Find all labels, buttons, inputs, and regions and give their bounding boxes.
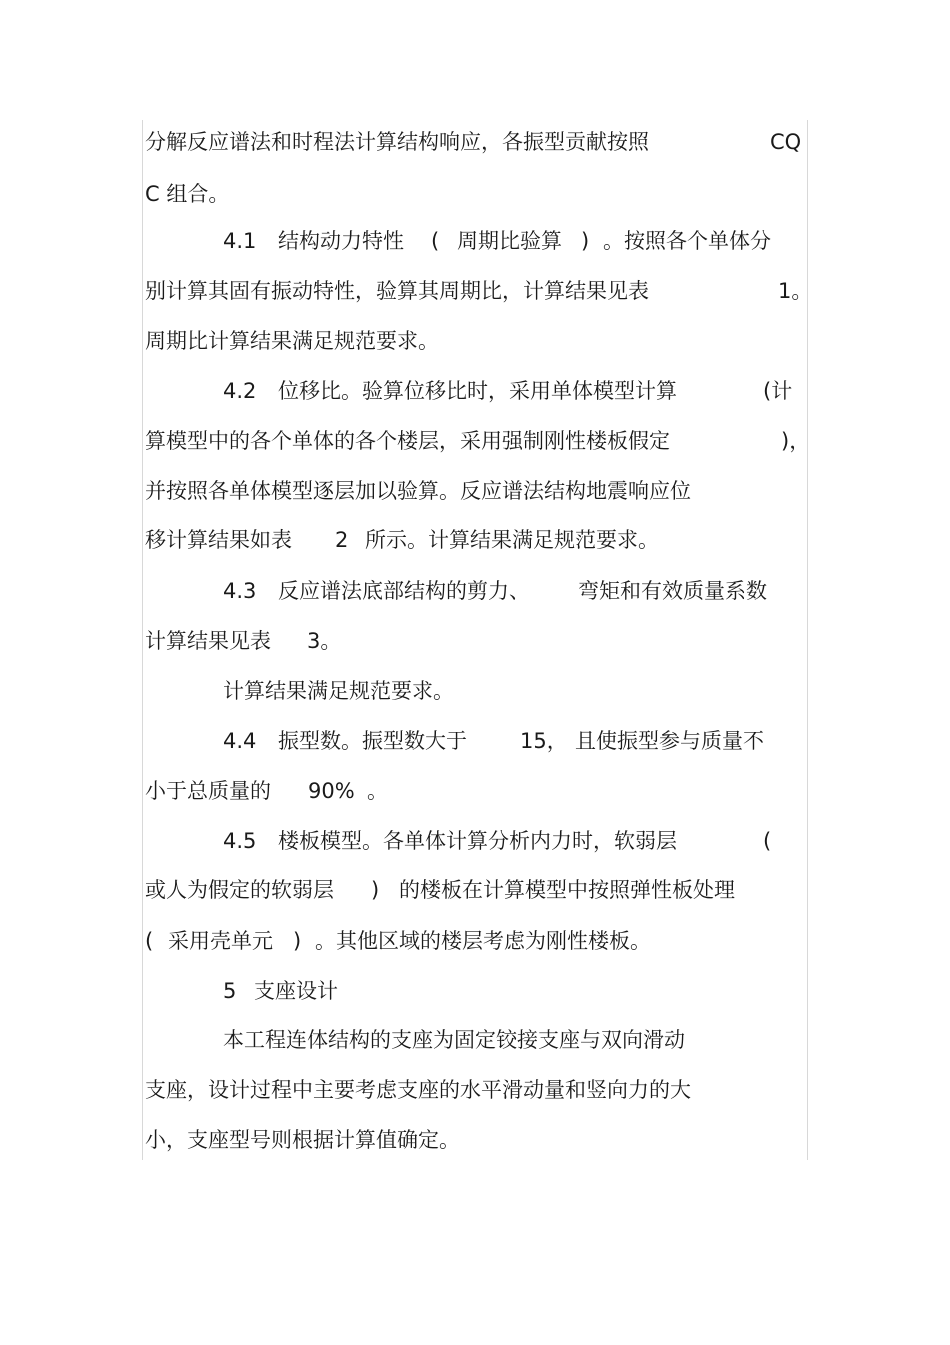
text-segment: 算模型中的各个单体的各个楼层，采用强制刚性楼板假定	[145, 429, 670, 453]
text-segment: 或人为假定的软弱层	[145, 878, 334, 902]
text-segment: 2	[335, 528, 349, 552]
text-line-4	[145, 274, 813, 308]
page-frame-left-rule	[142, 120, 143, 1160]
text-segment: 位移比。验算位移比时，采用单体模型计算	[278, 379, 677, 403]
section-heading: 支座设计	[254, 979, 338, 1003]
text-line-17	[145, 924, 805, 958]
text-line-21	[145, 1123, 805, 1157]
text-line-19	[145, 1023, 805, 1057]
text-segment: )	[293, 929, 302, 953]
text-segment: (	[145, 929, 154, 953]
text-segment: 并按照各单体模型逐层加以验算。反应谱法结构地震响应位	[145, 479, 691, 503]
text-line-2	[145, 177, 805, 211]
text-segment: 反应谱法底部结构的剪力、	[278, 579, 530, 603]
text-line-18	[145, 974, 805, 1008]
text-line-8	[145, 474, 805, 508]
text-segment: )	[581, 229, 590, 253]
text-segment: 3。	[307, 629, 342, 653]
text-segment: 采用壳单元	[168, 929, 273, 953]
text-segment: 小于总质量的	[145, 779, 271, 803]
text-segment: 计算结果满足规范要求。	[223, 679, 454, 703]
text-segment: 1。	[778, 279, 813, 303]
text-segment: 且使振型参与质量不	[575, 729, 764, 753]
text-segment: 振型数。振型数大于	[278, 729, 467, 753]
text-segment: 90%	[308, 779, 355, 803]
text-segment: 结构动力特性	[278, 229, 404, 253]
text-segment: 别计算其固有振动特性，验算其周期比，计算结果见表	[145, 279, 649, 303]
text-line-11	[145, 624, 805, 658]
section-number: 4.4	[223, 729, 257, 753]
text-line-1	[145, 125, 805, 159]
section-number: 4.1	[223, 229, 257, 253]
text-segment: (	[763, 829, 772, 853]
text-line-13	[145, 724, 805, 758]
section-number: 4.2	[223, 379, 257, 403]
text-segment: 本工程连体结构的支座为固定铰接支座与双向滑动	[223, 1028, 685, 1052]
section-number: 4.5	[223, 829, 257, 853]
text-line-7	[145, 424, 811, 458]
section-number: 4.3	[223, 579, 257, 603]
text-segment: 弯矩和有效质量系数	[578, 579, 767, 603]
text-line-3	[145, 224, 805, 258]
text-segment: 。其他区域的楼层考虑为刚性楼板。	[315, 929, 651, 953]
text-segment: 小，支座型号则根据计算值确定。	[145, 1128, 460, 1152]
text-segment: 。	[367, 779, 388, 803]
text-segment: (	[431, 229, 440, 253]
text-segment: 所示。计算结果满足规范要求。	[365, 528, 659, 552]
text-line-10	[145, 574, 805, 608]
text-segment: 周期比计算结果满足规范要求。	[145, 329, 439, 353]
text-segment: (计	[763, 379, 793, 403]
text-segment: 楼板模型。各单体计算分析内力时，软弱层	[278, 829, 677, 853]
text-segment: CQ	[770, 130, 802, 154]
text-line-9	[145, 523, 805, 557]
text-segment: 分解反应谱法和时程法计算结构响应，各振型贡献按照	[145, 130, 649, 154]
text-line-14	[145, 774, 805, 808]
text-line-16	[145, 873, 805, 907]
text-segment: C 组合。	[145, 182, 230, 206]
text-segment: 计算结果见表	[145, 629, 271, 653]
text-segment: 。按照各个单体分	[603, 229, 771, 253]
text-line-6	[145, 374, 805, 408]
text-segment: )	[371, 878, 380, 902]
text-line-5	[145, 324, 805, 358]
text-segment: )，	[781, 429, 811, 453]
text-segment: 的楼板在计算模型中按照弹性板处理	[399, 878, 735, 902]
text-segment: 15，	[520, 729, 568, 753]
text-segment: 周期比验算	[457, 229, 562, 253]
text-line-20	[145, 1073, 805, 1107]
section-number: 5	[223, 979, 237, 1003]
text-segment: 支座，设计过程中主要考虑支座的水平滑动量和竖向力的大	[145, 1078, 691, 1102]
text-line-12	[145, 674, 805, 708]
text-line-15	[145, 824, 805, 858]
text-segment: 移计算结果如表	[145, 528, 292, 552]
